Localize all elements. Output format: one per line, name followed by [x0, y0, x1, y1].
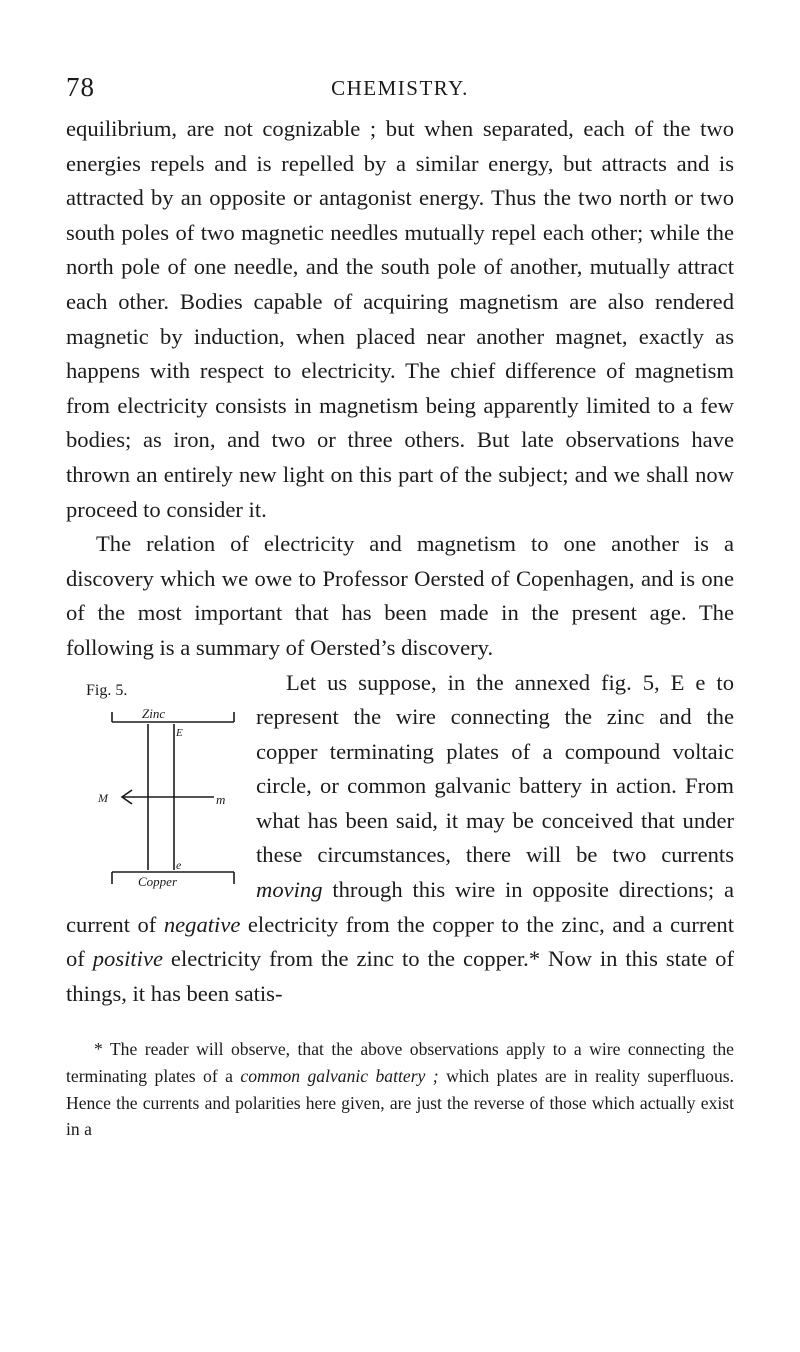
footnote-text: [66, 1036, 734, 1143]
label-E: E: [176, 726, 183, 739]
paragraph-3-part-4: electricity from the zinc to the copper.* Now in this state of things, it has been satis-: [66, 946, 734, 1006]
label-m: m: [216, 791, 226, 807]
footnote-emphasis: common galvanic battery ;: [240, 1065, 439, 1086]
body-text: [66, 112, 734, 1011]
footnote: [66, 1036, 734, 1143]
paragraph-3-part-2: through this wire in opposite directions; a current of: [66, 877, 734, 937]
running-head: CHEMISTRY.: [331, 76, 469, 100]
copper-label: Copper: [138, 873, 177, 889]
figure-5: [62, 666, 242, 908]
label-M: M: [98, 790, 108, 805]
paragraph-2: The relation of electricity and magnetism to one another is a discovery which we owe to Professor Oersted of Copenhagen, and is one of the most important that has been made in the present age. The following is a summary of Oersted’s discovery.: [66, 531, 734, 660]
label-e: e: [176, 857, 182, 872]
paragraph-3-part-3: electricity from the copper to the zinc, and a current of: [66, 911, 734, 972]
figure-5-diagram: [62, 666, 242, 908]
page-header: [66, 72, 734, 106]
emphasis-negative: negative: [163, 911, 241, 937]
footnote-part-2: which plates are in reality superfluous. Hence the currents and polarities here given, are just the reverse of those which actually exist in a: [66, 1065, 734, 1140]
footnote-part-1: * The reader will observe, that the above observations apply to a wire connecting the terminating plates of a: [66, 1039, 734, 1086]
emphasis-positive: positive: [92, 946, 164, 972]
paragraph-3-part-1: Let us suppose, in the annexed fig. 5, E e to represent the wire connecting the zinc and the copper terminating plates of a compound voltaic circle, or common galvanic battery in action. From what has been said, it may be conceived that under these circumstances, there will be two currents: [256, 669, 734, 868]
page-number: 78: [66, 72, 95, 102]
paragraph-1: equilibrium, are not cognizable ; but when separated, each of the two energies repels and is repelled by a similar energy, but attracts and is attracted by an opposite or antagonist energy. Thus the two north or two south poles of two magnetic needles mutually repel each other; while the north pole of one needle, and the south pole of another, mutually attract each other. Bodies capable of acquiring magnetism are also rendered magnetic by induction, when placed near another magnet, exactly as happens with respect to electricity. The chief difference of magnetism from electricity consists in magnetism being apparently limited to a few bodies; as iron, and two or three others. But late observations have thrown an entirely new light on this part of the subject; and we shall now proceed to consider it.: [66, 116, 734, 522]
emphasis-moving: moving: [256, 877, 323, 903]
figure-caption: Fig. 5.: [86, 681, 128, 699]
zinc-label: Zinc: [142, 705, 166, 721]
